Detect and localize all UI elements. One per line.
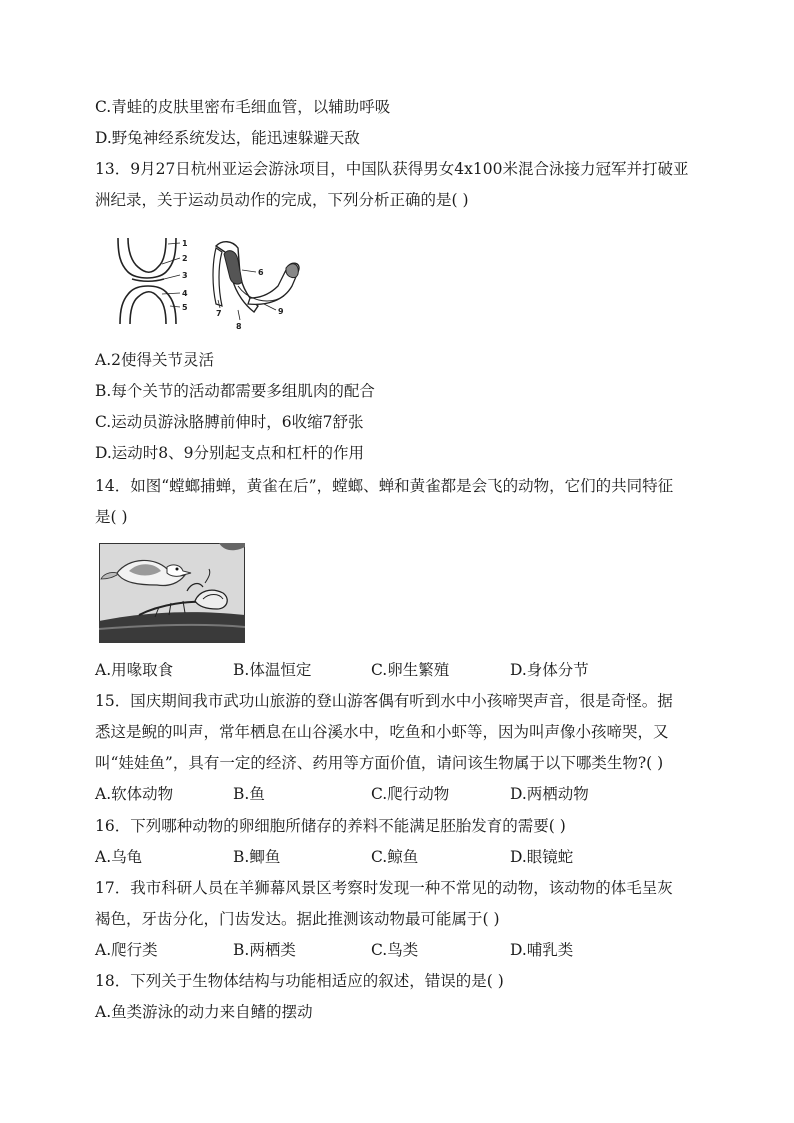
joint-label-4: 4 [182,289,188,298]
q13-stem-line1: 13．9月27日杭州亚运会游泳项目，中国队获得男女4x100米混合泳接力冠军并打破亚 [95,160,689,178]
q17-stem-line2: 褐色，牙齿分化，门齿发达。据此推测该动物最可能属于( ) [95,910,500,928]
q15-option-d: D.两栖动物 [510,785,589,803]
q16-option-a: A.乌龟 [95,848,143,866]
q12-option-c: C.青蛙的皮肤里密布毛细血管，以辅助呼吸 [95,98,391,116]
q13-option-d: D.运动时8、9分别起支点和杠杆的作用 [95,444,365,462]
q13-option-c: C.运动员游泳胳膊前伸时，6收缩7舒张 [95,413,364,431]
q12-option-d: D.野兔神经系统发达，能迅速躲避天敌 [95,129,360,147]
q17-stem-line1: 17．我市科研人员在羊狮幕风景区考察时发现一种不常见的动物，该动物的体毛呈灰 [95,879,673,897]
arm-label-7: 7 [216,309,222,318]
q17-option-a: A.爬行类 [95,941,158,959]
q15-option-c: C.爬行动物 [371,785,450,803]
q14-option-d: D.身体分节 [510,661,589,679]
q15-stem-line1: 15．国庆期间我市武功山旅游的登山游客偶有听到水中小孩啼哭声音，很是奇怪。据 [95,692,673,710]
q13-option-a: A.2使得关节灵活 [95,351,214,369]
q15-stem-line3: 叫“娃娃鱼”，具有一定的经济、药用等方面价值，请问该生物属于以下哪类生物?( ) [95,754,664,772]
q18-stem: 18．下列关于生物体结构与功能相适应的叙述，错误的是( ) [95,972,504,990]
q13-option-b: B.每个关节的活动都需要多组肌肉的配合 [95,382,375,400]
q17-option-c: C.鸟类 [371,941,419,959]
q16-option-b: B.鲫鱼 [233,848,281,866]
q14-option-b: B.体温恒定 [233,661,312,679]
joint-label-2: 2 [182,254,188,263]
q16-option-c: C.鲸鱼 [371,848,419,866]
q15-option-a: A.软体动物 [95,785,174,803]
arm-label-9: 9 [278,307,284,316]
q14-stem-line1: 14．如图“螳螂捕蝉，黄雀在后”，螳螂、蝉和黄雀都是会飞的动物，它们的共同特征 [95,477,674,495]
mantis-cicada-bird-figure [99,543,245,643]
q15-stem-line2: 悉这是鲵的叫声，常年栖息在山谷溪水中，吃鱼和小虾等，因为叫声像小孩啼哭，又 [95,723,669,741]
arm-muscle-diagram [213,242,299,312]
q14-option-a: A.用喙取食 [95,661,174,679]
q15-option-b: B.鱼 [233,785,265,803]
joint-label-3: 3 [182,271,188,280]
arm-label-6: 6 [258,268,264,277]
q18-option-a: A.鱼类游泳的动力来自鳍的摆动 [95,1003,313,1021]
arm-label-8: 8 [236,322,242,331]
q17-option-d: D.哺乳类 [510,941,574,959]
joint-muscle-figure [108,234,308,332]
q16-stem: 16．下列哪种动物的卵细胞所储存的养料不能满足胚胎发育的需要( ) [95,817,566,835]
joint-muscle-svg [108,234,308,332]
knee-joint-diagram [118,238,176,324]
q13-stem-line2: 洲纪录，关于运动员动作的完成，下列分析正确的是( ) [95,191,469,209]
q14-stem-line2: 是( ) [95,508,128,526]
q14-option-c: C.卵生繁殖 [371,661,450,679]
mantis-cicada-bird-svg [99,543,245,643]
q17-option-b: B.两栖类 [233,941,296,959]
q16-option-d: D.眼镜蛇 [510,848,574,866]
joint-label-1: 1 [182,239,188,248]
joint-label-5: 5 [182,303,188,312]
